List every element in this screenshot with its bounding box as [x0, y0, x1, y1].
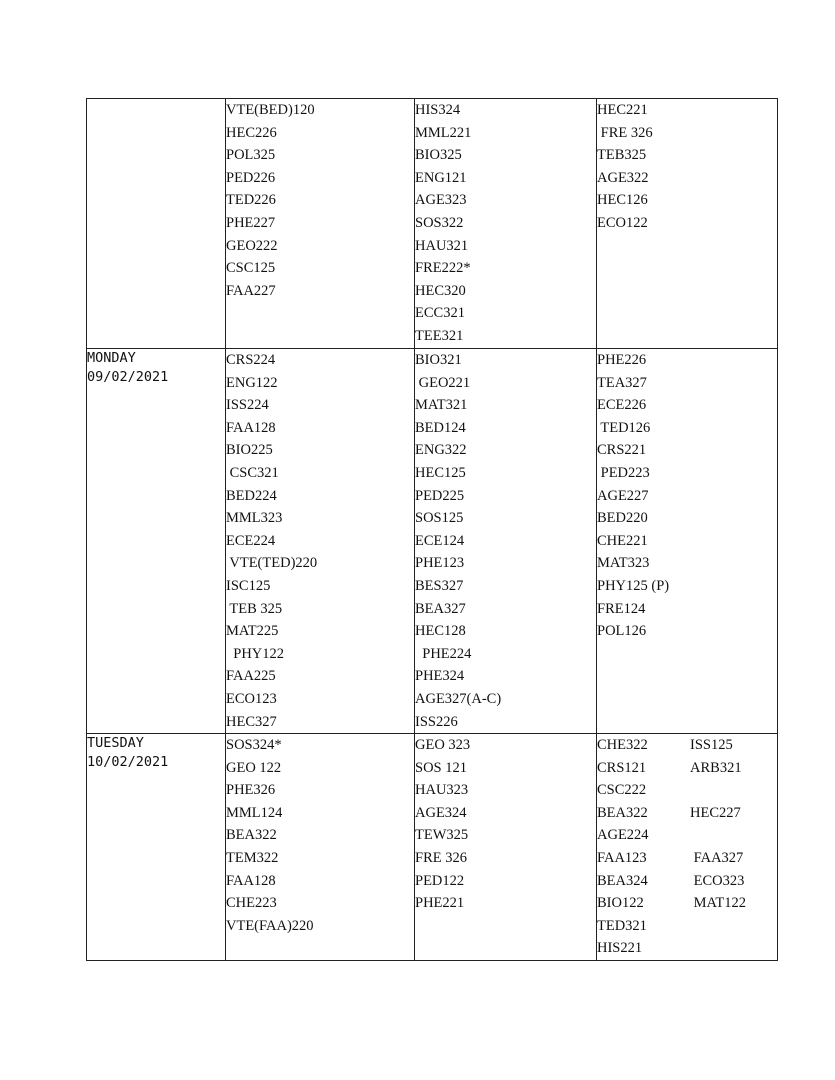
course-pair: [597, 937, 777, 960]
course-code: HAU323: [415, 782, 469, 799]
course-code: MML323: [226, 510, 283, 527]
course-code: CHE322: [597, 737, 648, 754]
course-code: GEO222: [226, 237, 278, 254]
course-code: FAA128: [226, 872, 276, 889]
course-code: ECE226: [597, 397, 647, 414]
course-code: CHE223: [226, 895, 277, 912]
course-code: CSC321: [226, 464, 279, 481]
course-code: MML124: [226, 804, 283, 821]
course-code: HEC320: [415, 282, 466, 299]
course-code: ISS125: [690, 737, 733, 754]
course-code: AGE324: [415, 804, 467, 821]
course-code: BED220: [597, 510, 648, 527]
course-code: BEA327: [415, 600, 466, 617]
course-code: BIO325: [415, 147, 462, 164]
course-code: FAA123: [597, 850, 647, 867]
course-code: GEO 323: [415, 737, 471, 754]
course-list-a: [226, 99, 415, 349]
course-code: ECO123: [226, 690, 277, 707]
course-code: TEM322: [226, 850, 279, 867]
course-code: BIO122: [597, 895, 644, 912]
course-code: PHE324: [415, 668, 465, 685]
course-code: HEC125: [415, 464, 466, 481]
course-code: FRE222*: [415, 260, 471, 277]
course-code: GEO 122: [226, 759, 282, 776]
course-pair: [597, 870, 777, 893]
course-code: CRS221: [597, 442, 647, 459]
course-code: AGE322: [597, 169, 649, 186]
course-code: AGE224: [597, 827, 649, 844]
course-code: PHE123: [415, 555, 465, 572]
course-code: VTE(FAA)220: [226, 917, 314, 934]
course-code: AGE327(A-C): [415, 690, 502, 707]
table-row: [87, 734, 778, 961]
course-code: ENG322: [415, 442, 467, 459]
course-code: CSC125: [226, 260, 276, 277]
course-code: SOS125: [415, 510, 464, 527]
course-code: HAU321: [415, 237, 469, 254]
course-code: BIO225: [226, 442, 273, 459]
course-code: PHE326: [226, 782, 276, 799]
course-code: PED223: [597, 464, 650, 481]
course-code: ECE224: [226, 532, 276, 549]
course-pair: [597, 915, 777, 938]
course-list-c: [597, 349, 778, 734]
course-code: CHE221: [597, 532, 648, 549]
day-cell: [87, 349, 226, 734]
course-code: MAT122: [690, 895, 746, 912]
course-list-b: [415, 734, 597, 961]
course-code: TEW325: [415, 827, 469, 844]
course-code: AGE227: [597, 487, 649, 504]
course-code: PED122: [415, 872, 465, 889]
course-code: MAT323: [597, 555, 650, 572]
course-code: TEB325: [597, 147, 647, 164]
course-pair: [597, 892, 777, 915]
course-code: GEO221: [415, 374, 471, 391]
course-code: PHE221: [415, 895, 465, 912]
course-code: BIO321: [415, 352, 462, 368]
course-list-c: [597, 734, 778, 961]
course-code: CRS224: [226, 352, 276, 368]
course-code: BES327: [415, 577, 464, 594]
exam-timetable: [86, 98, 778, 961]
course-code: ECC321: [415, 305, 465, 322]
course-code: ISS226: [415, 713, 458, 730]
course-pair: [597, 779, 777, 802]
course-code: PHY122: [226, 645, 285, 662]
course-code: HIS221: [597, 940, 643, 957]
course-code: VTE(BED)120: [226, 102, 315, 118]
course-code: ENG122: [226, 374, 278, 391]
day-label: MONDAY: [87, 350, 136, 366]
course-code: TED226: [226, 192, 276, 209]
course-code: MAT321: [415, 397, 468, 414]
course-code: FAA227: [226, 282, 276, 299]
course-code: HIS324: [415, 102, 461, 118]
course-code: PHE227: [226, 214, 276, 231]
course-list-a: [226, 349, 415, 734]
course-list-b: [415, 99, 597, 349]
course-code: FRE 326: [597, 124, 653, 141]
course-code: MAT225: [226, 623, 279, 640]
course-code: CRS121: [597, 759, 647, 776]
date-label: 10/02/2021: [87, 754, 169, 771]
course-code: CSC222: [597, 782, 647, 799]
course-code: SOS 121: [415, 759, 467, 776]
table-row: [87, 349, 778, 734]
course-code: ISC125: [226, 577, 271, 594]
course-code: SOS322: [415, 214, 464, 231]
course-code: POL126: [597, 623, 647, 640]
course-code: VTE(TED)220: [226, 555, 318, 572]
course-code: HEC327: [226, 713, 277, 730]
course-pair: [597, 757, 777, 780]
course-code: FAA327: [690, 850, 744, 867]
course-code: ECE124: [415, 532, 465, 549]
course-code: MML221: [415, 124, 472, 141]
course-code: FRE124: [597, 600, 646, 617]
course-code: ENG121: [415, 169, 467, 186]
day-cell: [87, 734, 226, 961]
course-code: SOS324*: [226, 737, 282, 754]
course-code: PED225: [415, 487, 465, 504]
course-pair: [597, 824, 777, 847]
course-code: BEA322: [597, 804, 648, 821]
course-code: TEB 325: [226, 600, 283, 617]
course-list-b: [415, 349, 597, 734]
course-code: HEC226: [226, 124, 277, 141]
course-list-a: [226, 734, 415, 961]
day-cell: [87, 99, 226, 349]
course-code: POL325: [226, 147, 276, 164]
course-code: HEC128: [415, 623, 466, 640]
course-code: HEC221: [597, 102, 648, 118]
course-code: BED224: [226, 487, 277, 504]
course-code: PED226: [226, 169, 276, 186]
course-list-c: [597, 99, 778, 349]
course-code: HEC126: [597, 192, 648, 209]
course-pair: [597, 734, 777, 757]
course-code: PHY125 (P): [597, 577, 670, 594]
course-code: FAA225: [226, 668, 276, 685]
course-code: TED126: [597, 419, 651, 436]
course-code: ARB321: [690, 759, 742, 776]
course-code: ECO122: [597, 214, 648, 231]
course-code: HEC227: [690, 804, 741, 821]
course-code: AGE323: [415, 192, 467, 209]
date-label: 09/02/2021: [87, 369, 169, 385]
course-code: BED124: [415, 419, 466, 436]
course-code: PHE224: [415, 645, 472, 662]
day-label: TUESDAY: [87, 735, 144, 752]
course-code: BEA324: [597, 872, 648, 889]
course-pair: [597, 802, 777, 825]
course-code: FRE 326: [415, 850, 467, 867]
course-code: TEE321: [415, 327, 464, 344]
course-code: ISS224: [226, 397, 269, 414]
course-code: ECO323: [690, 872, 745, 889]
course-code: FAA128: [226, 419, 276, 436]
course-code: TED321: [597, 917, 647, 934]
course-code: BEA322: [226, 827, 277, 844]
course-pair: [597, 847, 777, 870]
table-row: [87, 99, 778, 349]
course-code: PHE226: [597, 352, 647, 368]
course-code: TEA327: [597, 374, 647, 391]
